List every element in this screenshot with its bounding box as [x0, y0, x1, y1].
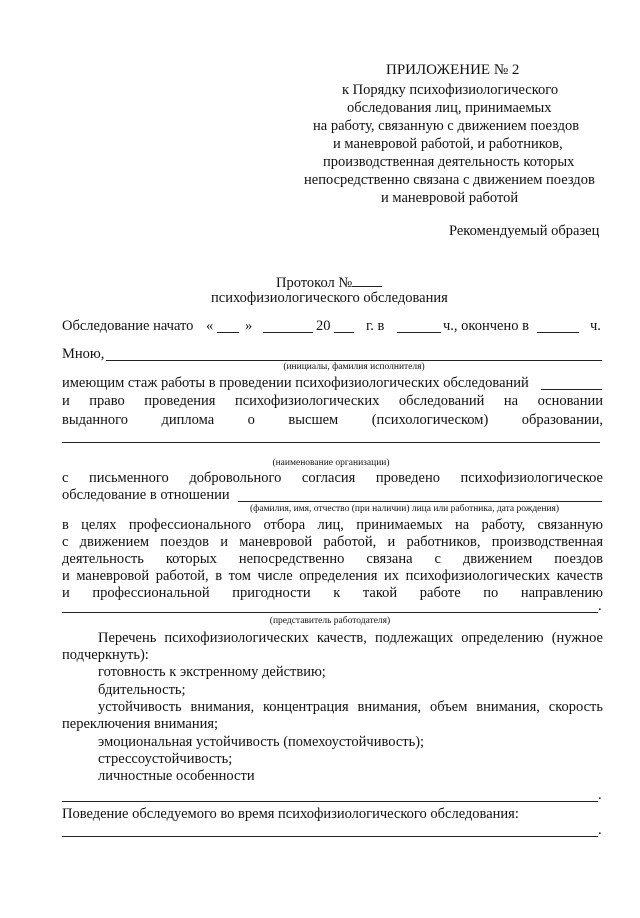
organization-field[interactable] — [62, 442, 600, 443]
quality-item[interactable]: переключения внимания; — [62, 716, 219, 732]
exam-start-hour-field[interactable] — [397, 332, 441, 333]
purpose-line-5: и профессиональной пригодности к такой работе по направлению — [62, 585, 603, 601]
quality-item[interactable]: личностные особенности — [98, 768, 255, 784]
right-line: и право проведения психофизиологических обследований на основании — [62, 393, 603, 409]
qualities-intro-1: Перечень психофизиологических качеств, подлежащих определению (нужное — [98, 630, 603, 646]
appendix-title: ПРИЛОЖЕНИЕ № 2 — [386, 62, 520, 78]
protocol-subtitle: психофизиологического обследования — [211, 290, 448, 306]
header-line-4: и маневровой работой, и работников, — [333, 136, 563, 152]
exam-year-field[interactable] — [334, 332, 354, 333]
year-prefix: 20 — [316, 318, 331, 334]
quality-item[interactable]: устойчивость внимания, концентрация внимания, объем внимания, скорость — [98, 699, 603, 715]
quote-close: » — [245, 318, 253, 334]
caption-executor: (инициалы, фамилия исполнителя) — [283, 362, 425, 372]
quality-item[interactable]: готовность к экстренному действию; — [98, 664, 326, 680]
me-label: Мною, — [62, 346, 105, 362]
executor-field[interactable] — [106, 360, 602, 361]
employer-end-dot: . — [598, 598, 602, 614]
caption-employer: (представитель работодателя) — [269, 616, 391, 626]
header-line-3: на работу, связанную с движением поездов — [313, 118, 580, 134]
behavior-end-dot: . — [598, 822, 602, 838]
employer-field[interactable] — [62, 612, 598, 613]
diploma-line: выданного диплома о высшем (психологическом) образовании, — [62, 412, 603, 428]
header-line-1: к Порядку психофизиологического — [342, 82, 559, 98]
experience-field[interactable] — [541, 389, 602, 390]
exam-start-label: Обследование начато — [62, 318, 194, 334]
header-line-6: непосредственно связана с движением поездов — [304, 172, 595, 188]
quality-item[interactable]: эмоциональная устойчивость (помехоустойчивость); — [98, 734, 425, 750]
recommended-sample: Рекомендуемый образец — [449, 223, 600, 239]
caption-organization: (наименование организации) — [272, 458, 390, 468]
person-field[interactable] — [238, 501, 602, 502]
qualities-notes-field[interactable] — [62, 801, 598, 802]
quote-open: « — [206, 318, 214, 334]
exam-end-label: ч., окончено в — [443, 318, 529, 334]
behavior-label: Поведение обследуемого во время психофизиологического обследования: — [62, 806, 519, 822]
header-line-7: и маневровой работой — [381, 190, 519, 206]
exam-month-field[interactable] — [263, 332, 313, 333]
header-line-5: производственная деятельность которых — [323, 154, 575, 170]
experience-text: имеющим стаж работы в проведении психофизиологических обследований — [62, 375, 529, 391]
behavior-field[interactable] — [62, 836, 598, 837]
qualities-intro-2: подчеркнуть): — [62, 647, 149, 663]
caption-person: (фамилия, имя, отчество (при наличии) лица или работника, дата рождения) — [250, 504, 560, 514]
protocol-title-prefix: Протокол № — [276, 275, 353, 291]
qualities-end-dot: . — [598, 787, 602, 803]
protocol-number-field[interactable] — [352, 273, 382, 287]
exam-day-field[interactable] — [217, 332, 239, 333]
regarding-label: обследование в отношении — [62, 487, 230, 503]
purpose-line-3: деятельность которых непосредственно связана с движением поездов — [62, 551, 603, 567]
quality-item[interactable]: стрессоустойчивость; — [98, 751, 233, 767]
quality-item[interactable]: бдительность; — [98, 682, 186, 698]
purpose-line-4: и маневровой работой, в том числе определения их психофизиологических качеств — [62, 568, 603, 584]
header-line-2: обследования лиц, принимаемых — [347, 100, 552, 116]
purpose-line-1: в целях профессионального отбора лиц, принимаемых на работу, связанную — [62, 517, 603, 533]
hours-label: ч. — [590, 318, 601, 334]
purpose-line-2: с движением поездов и маневровой работой, и работников, производственная — [62, 534, 603, 550]
consent-line: с письменного добровольного согласия проведено психофизиологическое — [62, 470, 603, 486]
year-suffix: г. в — [366, 318, 385, 334]
exam-end-hour-field[interactable] — [537, 332, 579, 333]
